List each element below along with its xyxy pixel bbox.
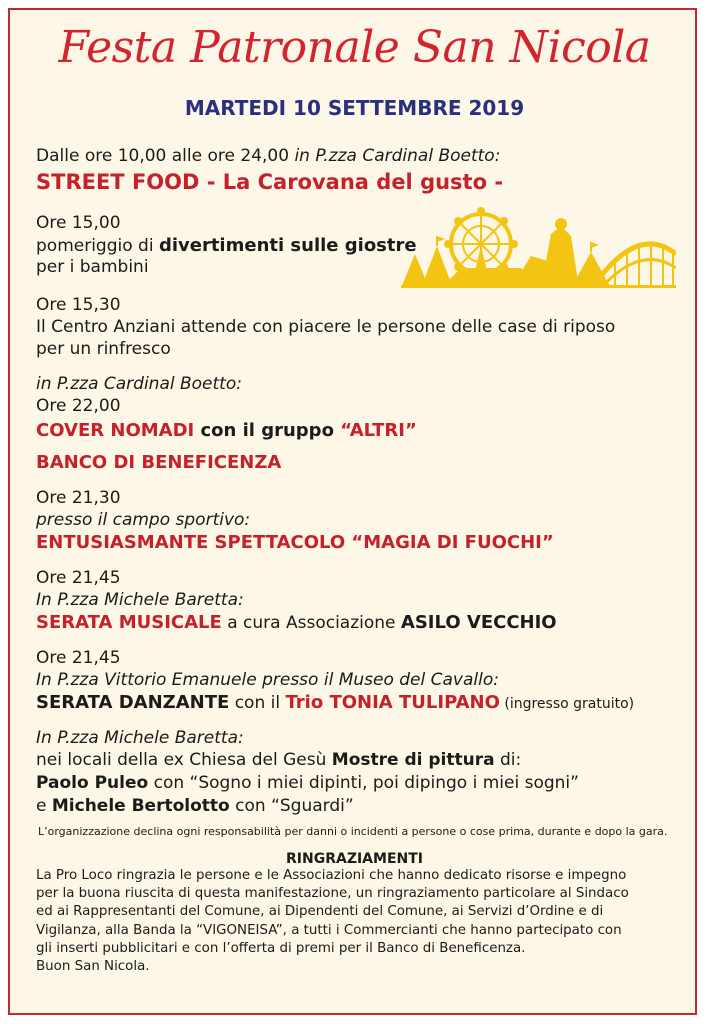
elderly-line-2: per un rinfresco (36, 339, 171, 359)
thanks-line: La Pro Loco ringrazia le persone e le Associazioni che hanno dedicato risorse e impegno (36, 868, 627, 883)
thanks-line: ed ai Rappresentanti del Comune, ai Dipendenti del Comune, ai Servizi d’Ordine e di (36, 904, 604, 920)
dance-with: con il (229, 693, 286, 713)
rides-time: Ore 15,00 (36, 213, 121, 233)
thanks-line: Buon San Nicola. (36, 959, 150, 975)
artist-2-work: con “Sguardi” (229, 796, 354, 816)
music-time: Ore 21,45 (36, 568, 121, 588)
art-exhibit: Mostre di pittura (331, 750, 495, 770)
street-food-headline: STREET FOOD - La Carovana del gusto - (36, 170, 504, 194)
fairground-rides-icon (401, 206, 676, 288)
street-food-hours: Dalle ore 10,00 alle ore 24,00 (36, 146, 290, 166)
concert-time: Ore 22,00 (36, 396, 121, 416)
street-food-place: in P.zza Cardinal Boetto: (289, 146, 501, 166)
dance-headline (36, 692, 634, 713)
rides-highlight: divertimenti sulle giostre (158, 235, 417, 256)
music-curator: ASILO VECCHIO (400, 612, 557, 633)
fireworks-time: Ore 21,30 (36, 488, 121, 508)
fireworks-place: presso il campo sportivo: (36, 510, 251, 530)
thanks-title: RINGRAZIAMENTI (286, 851, 423, 867)
banco-beneficenza: BANCO DI BENEFICENZA (36, 452, 282, 473)
dance-title: SERATA DANZANTE (36, 692, 230, 713)
thanks-text (36, 867, 676, 976)
art-and: e (36, 796, 52, 816)
artist-2: Michele Bertolotto (51, 796, 230, 816)
disclaimer: L’organizzazione declina ogni responsabilità per danni o incidenti a persone o cose prima, durante e dopo la gara. (38, 825, 668, 838)
artist-1: Paolo Puleo (36, 773, 149, 793)
rides-line (36, 235, 417, 256)
dance-band: Trio TONIA TULIPANO (285, 692, 500, 713)
street-food-intro (36, 146, 500, 166)
concert-place: in P.zza Cardinal Boetto: (36, 374, 242, 394)
art-line-2 (36, 773, 579, 793)
dance-place: In P.zza Vittorio Emanuele presso il Museo del Cavallo: (36, 670, 499, 690)
thanks-line: per la buona riuscita di questa manifestazione, un ringraziamento particolare al Sindaco (36, 886, 629, 902)
music-title: SERATA MUSICALE (36, 612, 222, 633)
music-curator-label: a cura Associazione (221, 613, 401, 633)
art-venue: nei locali della ex Chiesa del Gesù (36, 750, 332, 770)
art-line-3 (36, 796, 354, 816)
music-place: In P.zza Michele Baretta: (36, 590, 244, 610)
thanks-line: Vigilanza, alla Banda la “VIGONEISA”, a tutti i Commercianti che hanno partecipato con (36, 922, 622, 938)
thanks-line: gli inserti pubblicitari e con l’offerta di premi per il Banco di Beneficenza. (36, 940, 526, 956)
artist-1-work: con “Sogno i miei dipinti, poi dipingo i miei sogni” (148, 773, 579, 793)
fireworks-headline: ENTUSIASMANTE SPETTACOLO “MAGIA DI FUOCHI” (36, 532, 554, 553)
rides-audience: per i bambini (36, 257, 149, 277)
art-of: di: (494, 750, 522, 770)
rides-text: pomeriggio di (36, 236, 159, 256)
concert-headline (36, 420, 417, 441)
event-date: MARTEDI 10 SETTEMBRE 2019 (184, 96, 525, 120)
elderly-time: Ore 15,30 (36, 295, 121, 315)
art-place: In P.zza Michele Baretta: (36, 728, 244, 748)
music-headline (36, 612, 557, 633)
page-title: Festa Patronale San Nicola (58, 22, 651, 73)
dance-note: (ingresso gratuito) (499, 696, 635, 712)
concert-with: con il gruppo (194, 420, 341, 441)
art-line-1 (36, 750, 521, 770)
dance-time: Ore 21,45 (36, 648, 121, 668)
elderly-line-1: Il Centro Anziani attende con piacere le persone delle case di riposo (36, 317, 616, 337)
poster (8, 8, 697, 1015)
concert-group: “ALTRI” (340, 420, 417, 441)
concert-title: COVER NOMADI (36, 420, 195, 441)
